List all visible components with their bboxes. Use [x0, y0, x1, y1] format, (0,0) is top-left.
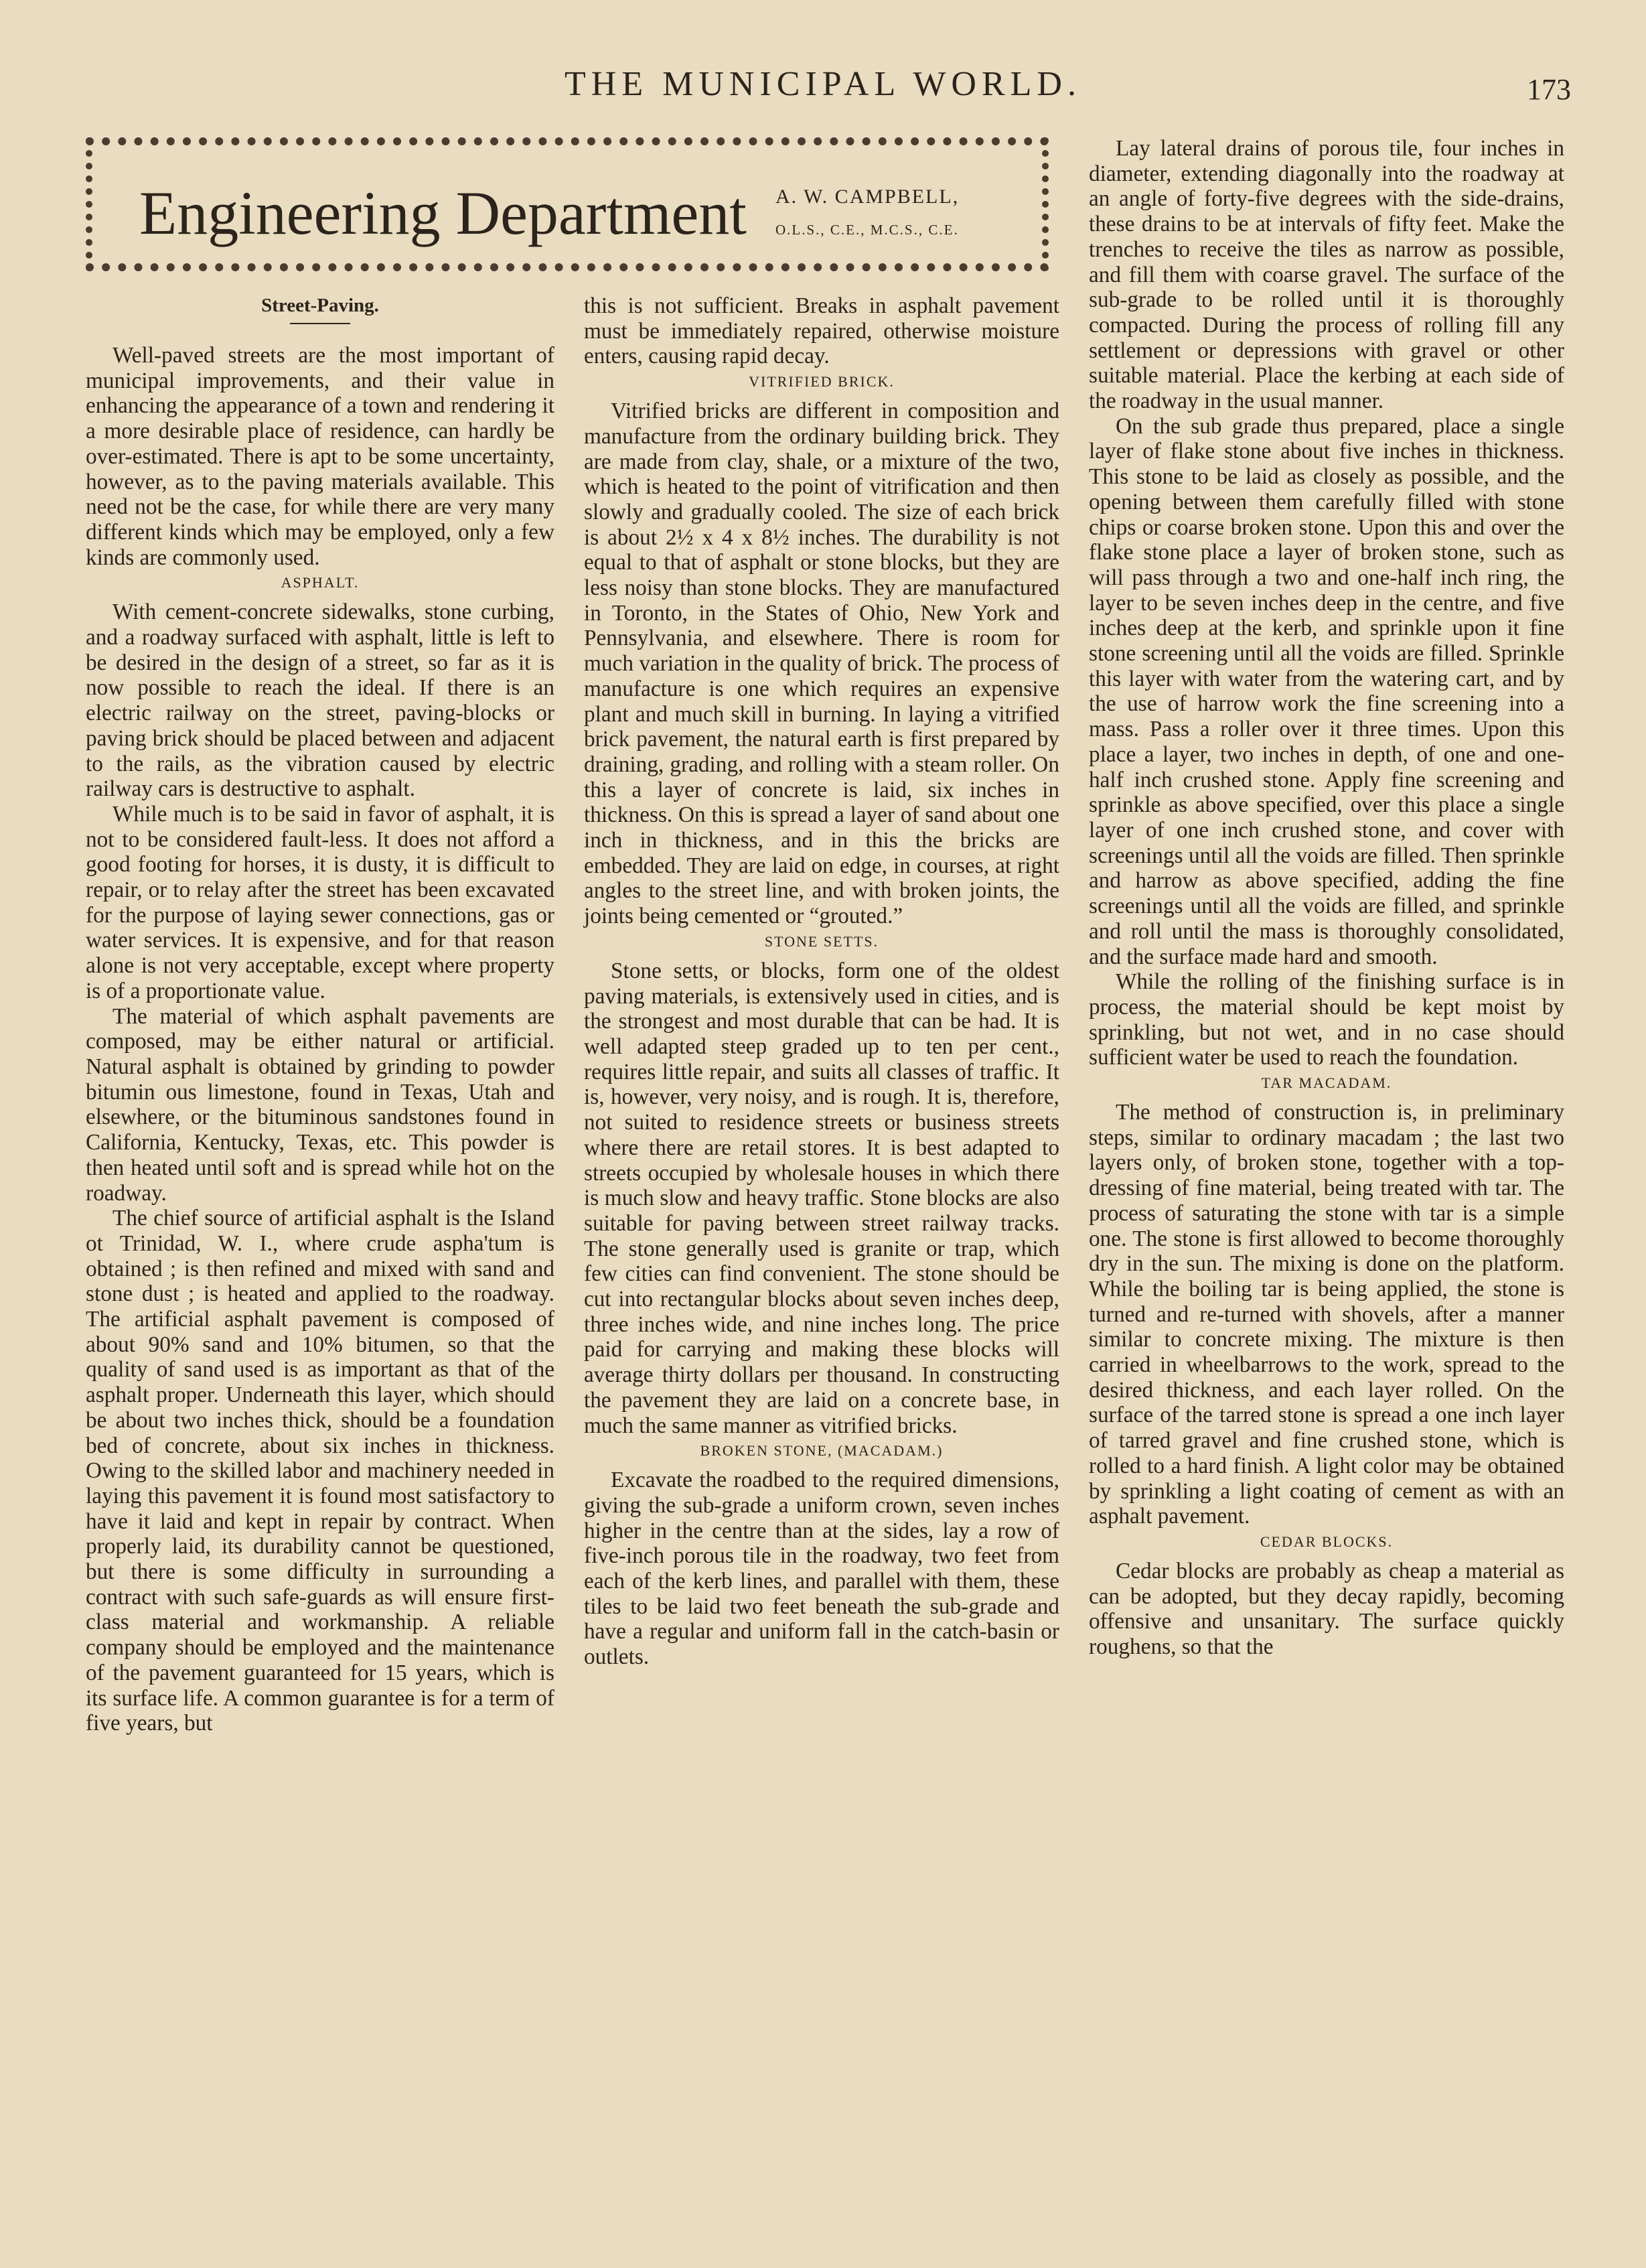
article-title: Street-Paving.	[261, 295, 379, 316]
asphalt-paragraph-4: The chief source of artificial asphalt is the Island ot Trinidad, W. I., where crude aspha'tum is obtained ; is then refined and mixed with sand and stone dust ; is heated and applied to the roadway. The artificial asphalt pavement is composed of about 90% sand and 10% bitumen, so that the quality of sand used is as important as that of the asphalt proper. Underneath this layer, which should be about two inches thick, should be a foundation bed of concrete, about six inches in thickness. Owing to the skilled labor and machinery needed in laying this pavement it is found most satisfactory to have it laid and kept in repair by contract. When properly laid, its durability cannot be questioned, but there is some difficulty in surrounding a contract with such safe-guards as will ensure first-class material and workmanship. A reliable company should be employed and the maintenance of the pavement guaranteed for 15 years, which is its surface life. A common guarantee is for a term of five years, but	[86, 1206, 554, 1736]
running-title: THE MUNICIPAL WORLD.	[565, 65, 1081, 103]
title-rule	[290, 323, 350, 324]
column-3	[1089, 136, 1564, 1660]
tar-paragraph-1: The method of construction is, in preliminary steps, similar to ordinary macadam ; the last two layers only, of broken stone, together with a top-dressing of fine material, being treated with tar. The process of saturating the stone with tar is a simple one. The stone is first allowed to become thoroughly dry in the sun. The mixing is done on the platform. While the boiling tar is being applied, the stone is turned and re-turned with shovels, after a manner similar to concrete mixing. The mixture is then carried in wheelbarrows to the work, spread to the desired thickness, and each layer rolled. On the surface of the tarred stone is spread a one inch layer of tarred gravel and fine crushed stone, which is rolled to a hard finish. A light color may be obtained by sprinkling a light coating of cement as with an asphalt pavement.	[1089, 1100, 1564, 1529]
section-heading-macadam: BROKEN STONE, (MACADAM.)	[700, 1442, 944, 1460]
cedar-paragraph-1: Cedar blocks are probably as cheap a material as can be adopted, but they decay rapidly, becoming offensive and unsanitary. The surface quickly roughens, so that the	[1089, 1558, 1564, 1660]
macadam-paragraph-1: Excavate the roadbed to the required dimensions, giving the sub-grade a uniform crown, seven inches higher in the centre than at the sides, lay a row of five-inch porous tile in the roadway, two feet from each of the kerb lines, and parallel with them, these tiles to be laid two feet beneath the sub-grade and have a regular and uniform fall in the catch-basin or outlets.	[584, 1468, 1059, 1670]
macadam-paragraph-2: Lay lateral drains of porous tile, four inches in diameter, extending diagonally into the roadway at an angle of forty-five degrees with the side-drains, these drains to be at intervals of fifty feet. Make the trenches to receive the tiles as narrow as possible, and fill them with coarse gravel. The surface of the sub-grade to be rolled until it is thoroughly compacted. During the process of rolling fill any settlement or depressions with gravel or other suitable material. Place the kerbing at each side of the roadway in the usual manner.	[1089, 136, 1564, 414]
section-heading-asphalt: ASPHALT.	[281, 574, 360, 591]
asphalt-paragraph-2: While much is to be said in favor of asphalt, it is not to be considered fault-less. It does not afford a good footing for horses, it is dusty, it is difficult to repair, or to relay after the street has been excavated for the purpose of laying sewer connections, gas or water services. It is expensive, and for that reason alone is not very acceptable, except where property is of a proportionate value.	[86, 801, 554, 1003]
section-heading-cedar-blocks: CEDAR BLOCKS.	[1260, 1533, 1394, 1550]
author-credentials: O.L.S., C.E., M.C.S., C.E.	[775, 222, 959, 238]
asphalt-paragraph-5: this is not sufficient. Breaks in asphalt pavement must be immediately repaired, otherwise moisture enters, causing rapid decay.	[584, 293, 1059, 369]
author-name: A. W. CAMPBELL,	[775, 186, 960, 208]
macadam-paragraph-3: On the sub grade thus prepared, place a single layer of flake stone about five inches in thickness. This stone to be laid as closely as possible, and the opening between them carefully filled with stone chips or coarse broken stone. Upon this and over the flake stone place a layer of broken stone, such as will pass through a two and one-half inch ring, the layer to be seven inches deep in the centre, and five inches deep at the kerb, and sprinkle upon it fine stone screening until all the voids are filled. Sprinkle this layer with water from the watering cart, and by the use of harrow work the fine screening into a mass. Pass a roller over it three times. Upon this place a layer, two inches in depth, of one and one-half inch crushed stone. Apply fine screening and sprinkle as above specified, over this place a single layer of one inch crushed stone, and cover with screenings until all the voids are filled. Then sprinkle and harrow as above specified, adding the fine screenings until all the voids are filled, and sprinkle and roll until the mass is thoroughly consolidated, and the surface made hard and smooth.	[1089, 413, 1564, 969]
macadam-paragraph-4: While the rolling of the finishing surface is in process, the material should be kept moist by sprinkling, but not wet, and in no case should sufficient water be used to reach the foundation.	[1089, 969, 1564, 1070]
section-heading-stone-setts: STONE SETTS.	[764, 932, 879, 950]
department-title: Engineering Department	[139, 179, 747, 247]
intro-paragraph: Well-paved streets are the most important of municipal improvements, and their value in enhancing the appearance of a town and rendering it a more desirable place of residence, can hardly be over-estimated. There is apt to be some uncertainty, however, as to the paving materials available. This need not be the case, for while there are very many different kinds which may be employed, only a few kinds are commonly used.	[86, 343, 554, 570]
section-heading-tar-macadam: TAR MACADAM.	[1261, 1074, 1392, 1092]
department-banner	[86, 137, 1049, 271]
setts-paragraph-1: Stone setts, or blocks, form one of the oldest paving materials, is extensively used in cities, and is the strongest and most durable that can be had. It is well adapted steep graded up to ten per cent., requires little repair, and suits all classes of traffic. It is, however, very noisy, and is rough. It is, therefore, not suited to residence streets or business streets where there are retail stores. It is best adapted to streets occupied by wholesale houses in which there is much slow and heavy traffic. Stone blocks are also suitable for paving between street railway tracks. The stone generally used is granite or trap, which few cities can find convenient. The stone should be cut into rectangular blocks about seven inches deep, three inches wide, and nine inches long. The price paid for carrying and making these blocks will average thirty dollars per thousand. In constructing the pavement they are laid on a concrete base, in much the same manner as vitrified bricks.	[584, 958, 1059, 1438]
vitrified-paragraph-1: Vitrified bricks are different in composition and manufacture from the ordinary building brick. They are made from clay, shale, or a mixture of the two, which is heated to the point of vitrification and then slowly and gradually cooled. The size of each brick is about 2½ x 4 x 8½ inches. The durability is not equal to that of asphalt or stone blocks, but they are less noisy than stone blocks. They are manufactured in Toronto, in the States of Ohio, New York and Pennsylvania, and elsewhere. There is room for much variation in the quality of brick. The process of manufacture is one which requires an expensive plant and much skill in burning. In laying a vitrified brick pavement, the natural earth is first prepared by draining, grading, and rolling with a steam roller. On this a layer of concrete is laid, six inches in thickness. On this is spread a layer of sand about one inch in thickness, and in this the bricks are embedded. They are laid on edge, in courses, at right angles to the street line, and with broken joints, the joints being cemented or “grouted.”	[584, 399, 1059, 929]
page-number: 173	[1527, 73, 1571, 106]
section-heading-vitrified-brick: VITRIFIED BRICK.	[749, 373, 895, 391]
asphalt-paragraph-1: With cement-concrete sidewalks, stone curbing, and a roadway surfaced with asphalt, little is left to be desired in the design of a street, so far as it is now possible to reach the ideal. If there is an electric railway on the street, paving-blocks or paving brick should be placed between and adjacent to the rails, as the vibration caused by electric railway cars is destructive to asphalt.	[86, 599, 554, 802]
column-2	[584, 293, 1059, 1670]
asphalt-paragraph-3: The material of which asphalt pavements are composed, may be either natural or artificial. Natural asphalt is obtained by grinding to powder bitumin ous limestone, found in Texas, Utah and elsewhere, or the bituminous sandstones found in California, Kentucky, Texas, etc. This powder is then heated until soft and is spread while hot on the roadway.	[86, 1003, 554, 1206]
column-1	[86, 293, 554, 1736]
